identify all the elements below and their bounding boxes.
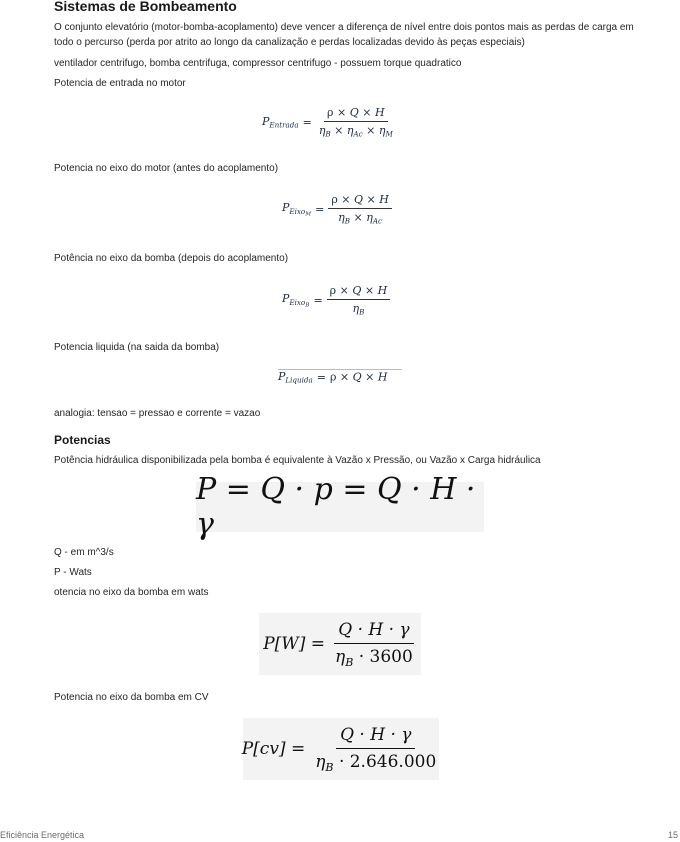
formula-denominator: $\eta_B \cdot 2.646.000$ xyxy=(315,751,437,774)
entrada-label: Potencia de entrada no motor xyxy=(54,78,186,89)
formula-potencia-hidraulica xyxy=(196,472,484,542)
page-number: 15 xyxy=(667,830,678,840)
formula-lhs: $P_{Eixo_B}$ xyxy=(282,292,310,309)
formula-potencia-watts xyxy=(259,613,421,675)
eixo-cv-label: Potencia no eixo da bomba em CV xyxy=(54,692,209,703)
footer-title: Eficiência Energética xyxy=(0,830,85,840)
formula-lhs: $P_{Eixo_M}$ xyxy=(282,201,312,218)
formula-potencia-cv xyxy=(243,718,439,780)
q-unit-note: Q - em m^3/s xyxy=(54,547,114,558)
page-title: Sistemas de Bombeamento xyxy=(54,0,237,14)
formula-denominator: $\eta_B$ xyxy=(352,302,365,317)
formula-potencia-entrada: $P_{Entrada}$ = $\frac{\rho \times Q \times H}{\eta_B \times \eta_{Ac} \times \eta_M}$ xyxy=(262,104,422,150)
formula-numerator: ρ × Q × H xyxy=(328,193,392,209)
hidraulica-paragraph: Potência hidráulica disponibilizada pela bomba é equivalente à Vazão x Pressão, ou Vazão x Carga hidráulica xyxy=(54,455,541,466)
formula-potencia-liquida: $P_{Liquida} = \rho \times Q \times H$ xyxy=(278,369,402,392)
formula-denominator: $\eta_B \cdot 3600$ xyxy=(335,646,413,669)
liquida-label: Potencia liquida (na saida da bomba) xyxy=(54,342,220,353)
formula-numerator: ρ × Q × H xyxy=(324,106,388,122)
formula-text: P = Q · p = Q · H · γ xyxy=(196,472,476,542)
formula-potencia-eixo-bomba: $P_{Eixo_B}$ = $\frac{\rho \times Q \times H}{\eta_B}$ xyxy=(282,284,394,330)
eixo-bomba-label: Potência no eixo da bomba (depois do acoplamento) xyxy=(54,253,289,264)
section-title-potencias: Potencias xyxy=(54,433,111,447)
formula-numerator: ρ × Q × H xyxy=(327,284,391,300)
formula-rhs: ρ × Q × H xyxy=(329,370,388,384)
formula-numerator: Q · H · γ xyxy=(334,620,413,644)
analogia-note: analogia: tensao = pressao e corrente = vazao xyxy=(54,408,261,419)
eixo-wats-label: otencia no eixo da bomba em wats xyxy=(54,587,209,598)
formula-lhs: P[W] = xyxy=(263,634,326,654)
eixo-motor-label: Potencia no eixo do motor (antes do acoplamento) xyxy=(54,163,279,174)
intro-paragraph: O conjunto elevatório (motor-bomba-acoplamento) deve vencer a diferença de nível entre dois pontos mais as perdas de carga em todo o percurso (perda por atrito ao longo da canalização e perdas localizadas devido às peças especiais) xyxy=(54,22,634,48)
formula-potencia-eixo-motor: $P_{Eixo_M}$ = $\frac{\rho \times Q \times H}{\eta_B \times \eta_{Ac}}$ xyxy=(282,193,400,237)
formula-lhs: $P_{Liquida}$ xyxy=(278,370,313,385)
torque-note: ventilador centrifugo, bomba centrifuga, compressor centrifugo - possuem torque quadratico xyxy=(54,58,462,69)
formula-denominator: $\eta_B \times \eta_{Ac} \times \eta_M$ xyxy=(318,124,393,139)
formula-numerator: Q · H · γ xyxy=(336,725,415,749)
formula-denominator: $\eta_B \times \eta_{Ac}$ xyxy=(338,211,382,226)
p-unit-note: P - Wats xyxy=(54,567,92,578)
formula-lhs: P[cv] = xyxy=(241,739,306,759)
formula-lhs: $P_{Entrada}$ xyxy=(262,115,299,130)
